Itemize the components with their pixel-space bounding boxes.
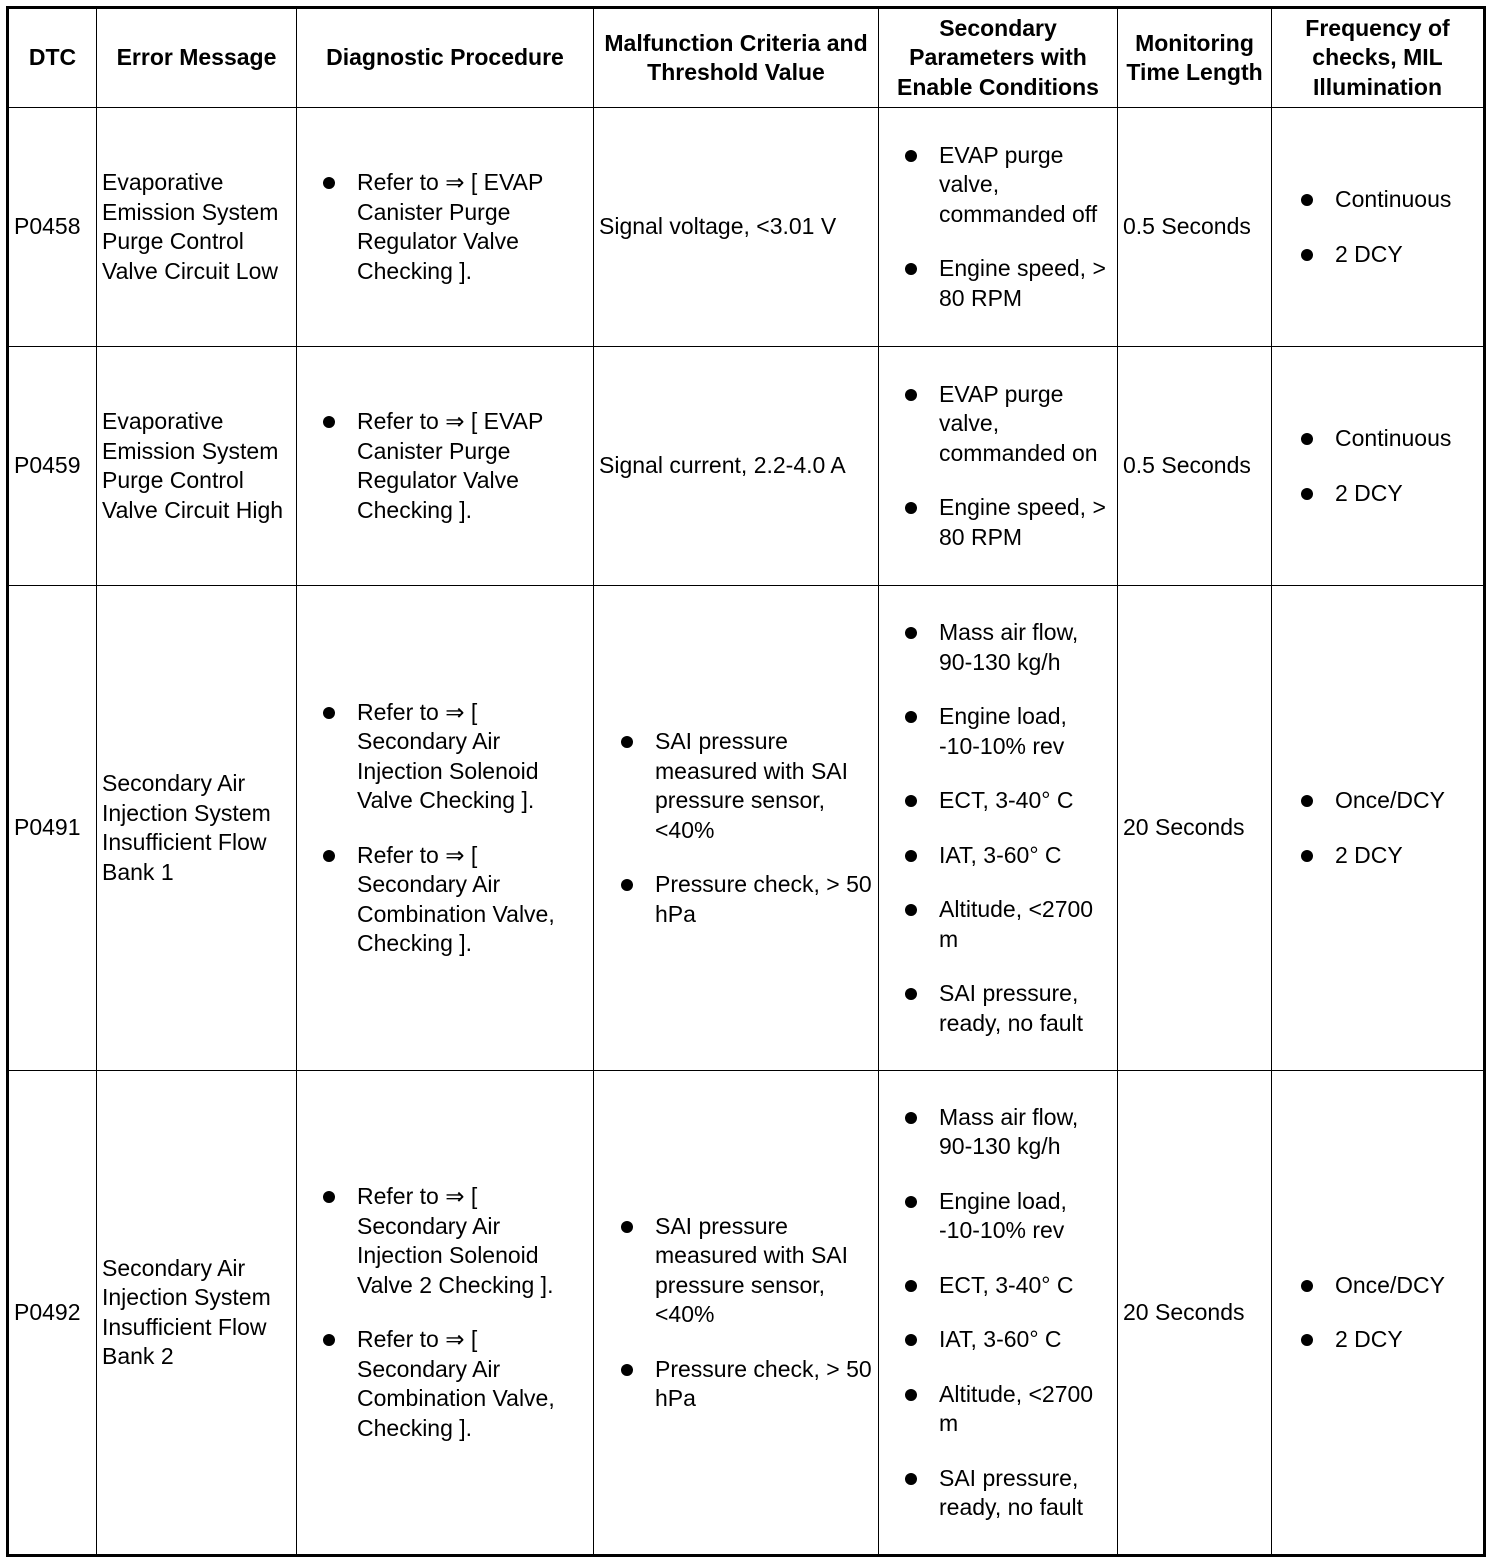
diagnostic-procedure-cell — [297, 347, 594, 586]
malfunction-criteria-cell: Signal current, 2.2-4.0 A — [594, 347, 879, 586]
malfunction-criteria-cell — [594, 586, 879, 1071]
header-frequency: Frequency of checks, MIL Illumination — [1272, 8, 1485, 108]
criteria-item: SAI pressure measured with SAI pressure sensor, <40% — [607, 727, 873, 845]
secondary-parameter-item: IAT, 3-60° C — [891, 841, 1112, 871]
secondary-parameter-item: Altitude, <2700 m — [891, 895, 1112, 954]
header-dtc: DTC — [8, 8, 97, 108]
secondary-parameter-item: ECT, 3-40° C — [891, 1271, 1112, 1301]
error-message-cell: Evaporative Emission System Purge Control Valve Circuit High — [97, 347, 297, 586]
procedure-list — [302, 698, 588, 959]
diagnostic-procedure-cell — [297, 108, 594, 347]
procedure-list — [302, 407, 588, 525]
secondary-parameter-list — [884, 1103, 1112, 1523]
dtc-code-cell: P0491 — [8, 586, 97, 1071]
header-row — [8, 8, 1485, 108]
secondary-parameter-item: Mass air flow, 90-130 kg/h — [891, 618, 1112, 677]
table-row — [8, 108, 1485, 347]
secondary-parameter-item: ECT, 3-40° C — [891, 786, 1112, 816]
dtc-code-cell: P0492 — [8, 1071, 97, 1556]
secondary-parameter-list — [884, 618, 1112, 1038]
frequency-item: Continuous — [1287, 424, 1478, 454]
frequency-item: 2 DCY — [1287, 240, 1478, 270]
frequency-item: 2 DCY — [1287, 841, 1478, 871]
criteria-item: SAI pressure measured with SAI pressure sensor, <40% — [607, 1212, 873, 1330]
malfunction-criteria-cell: Signal voltage, <3.01 V — [594, 108, 879, 347]
secondary-parameter-item: Engine load, -10-10% rev — [891, 1187, 1112, 1246]
frequency-item: 2 DCY — [1287, 1325, 1478, 1355]
secondary-parameter-item: Engine speed, > 80 RPM — [891, 493, 1112, 552]
frequency-cell — [1272, 347, 1485, 586]
secondary-parameter-item: Engine load, -10-10% rev — [891, 702, 1112, 761]
secondary-parameter-list — [884, 380, 1112, 553]
header-error-message: Error Message — [97, 8, 297, 108]
table-row — [8, 347, 1485, 586]
frequency-item: Once/DCY — [1287, 786, 1478, 816]
procedure-list — [302, 168, 588, 286]
monitoring-time-cell: 20 Seconds — [1118, 586, 1272, 1071]
table-row — [8, 1071, 1485, 1556]
error-message-cell: Secondary Air Injection System Insufficient Flow Bank 1 — [97, 586, 297, 1071]
procedure-item: Refer to ⇒ [ Secondary Air Combination Valve, Checking ]. — [309, 841, 588, 959]
procedure-item: Refer to ⇒ [ Secondary Air Combination Valve, Checking ]. — [309, 1325, 588, 1443]
header-malfunction-criteria: Malfunction Criteria and Threshold Value — [594, 8, 879, 108]
error-message-cell: Secondary Air Injection System Insufficient Flow Bank 2 — [97, 1071, 297, 1556]
secondary-parameter-item: EVAP purge valve, commanded off — [891, 141, 1112, 230]
diagnostic-procedure-cell — [297, 586, 594, 1071]
procedure-list — [302, 1182, 588, 1443]
frequency-item: 2 DCY — [1287, 479, 1478, 509]
monitoring-time-cell: 0.5 Seconds — [1118, 108, 1272, 347]
criteria-item: Pressure check, > 50 hPa — [607, 1355, 873, 1414]
criteria-item: Pressure check, > 50 hPa — [607, 870, 873, 929]
diagnostic-procedure-cell — [297, 1071, 594, 1556]
secondary-parameters-cell — [879, 108, 1118, 347]
secondary-parameter-item: Engine speed, > 80 RPM — [891, 254, 1112, 313]
procedure-item: Refer to ⇒ [ EVAP Canister Purge Regulator Valve Checking ]. — [309, 407, 588, 525]
frequency-cell — [1272, 1071, 1485, 1556]
criteria-list — [599, 1212, 873, 1414]
dtc-table — [6, 6, 1486, 1557]
monitoring-time-cell: 0.5 Seconds — [1118, 347, 1272, 586]
secondary-parameters-cell — [879, 347, 1118, 586]
procedure-item: Refer to ⇒ [ Secondary Air Injection Solenoid Valve Checking ]. — [309, 698, 588, 816]
frequency-item: Once/DCY — [1287, 1271, 1478, 1301]
frequency-item: Continuous — [1287, 185, 1478, 215]
header-diagnostic-procedure: Diagnostic Procedure — [297, 8, 594, 108]
procedure-item: Refer to ⇒ [ Secondary Air Injection Solenoid Valve 2 Checking ]. — [309, 1182, 588, 1300]
frequency-list — [1277, 424, 1478, 508]
secondary-parameters-cell — [879, 1071, 1118, 1556]
header-secondary-parameters: Secondary Parameters with Enable Conditions — [879, 8, 1118, 108]
frequency-cell — [1272, 108, 1485, 347]
secondary-parameter-item: Mass air flow, 90-130 kg/h — [891, 1103, 1112, 1162]
monitoring-time-cell: 20 Seconds — [1118, 1071, 1272, 1556]
frequency-list — [1277, 185, 1478, 269]
frequency-cell — [1272, 586, 1485, 1071]
secondary-parameter-list — [884, 141, 1112, 314]
secondary-parameter-item: SAI pressure, ready, no fault — [891, 979, 1112, 1038]
secondary-parameter-item: EVAP purge valve, commanded on — [891, 380, 1112, 469]
dtc-code-cell: P0458 — [8, 108, 97, 347]
secondary-parameters-cell — [879, 586, 1118, 1071]
frequency-list — [1277, 1271, 1478, 1355]
header-monitoring-time: Monitoring Time Length — [1118, 8, 1272, 108]
table-row — [8, 586, 1485, 1071]
frequency-list — [1277, 786, 1478, 870]
secondary-parameter-item: SAI pressure, ready, no fault — [891, 1464, 1112, 1523]
secondary-parameter-item: IAT, 3-60° C — [891, 1325, 1112, 1355]
procedure-item: Refer to ⇒ [ EVAP Canister Purge Regulator Valve Checking ]. — [309, 168, 588, 286]
dtc-code-cell: P0459 — [8, 347, 97, 586]
error-message-cell: Evaporative Emission System Purge Control Valve Circuit Low — [97, 108, 297, 347]
secondary-parameter-item: Altitude, <2700 m — [891, 1380, 1112, 1439]
criteria-list — [599, 727, 873, 929]
malfunction-criteria-cell — [594, 1071, 879, 1556]
